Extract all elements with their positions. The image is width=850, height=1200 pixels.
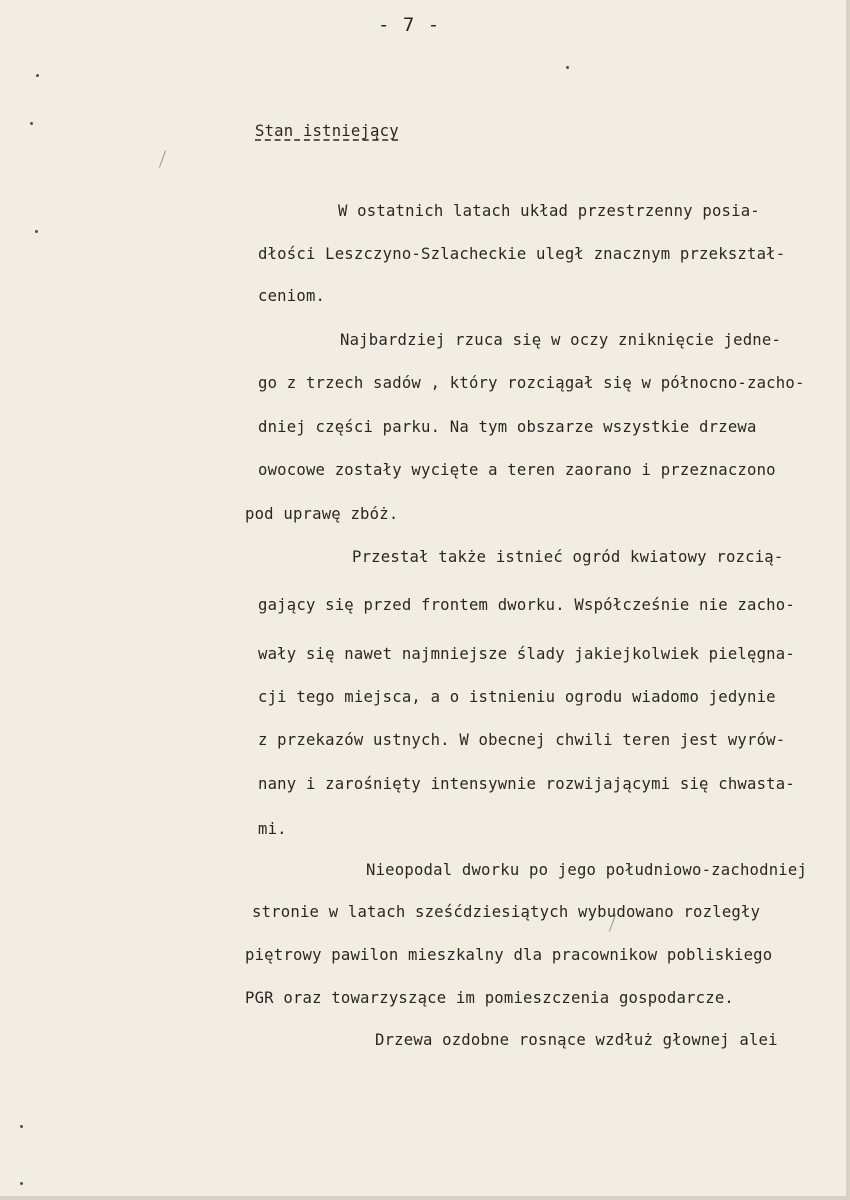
text-line: nany i zarośnięty intensywnie rozwijającymi się chwasta- (258, 775, 795, 793)
ink-speck (35, 230, 38, 233)
text-line: gający się przed frontem dworku. Współcześnie nie zacho- (258, 596, 795, 614)
text-line: piętrowy pawilon mieszkalny dla pracownikow pobliskiego (245, 946, 773, 964)
text-line: mi. (258, 820, 287, 838)
text-line: cji tego miejsca, a o istnieniu ogrodu wiadomo jedynie (258, 688, 776, 706)
text-line: pod uprawę zbóż. (245, 505, 399, 523)
text-line: Przestał także istnieć ogród kwiatowy rozcią- (352, 548, 784, 566)
paper-mark (159, 150, 166, 167)
text-line: owocowe zostały wycięte a teren zaorano i przeznaczono (258, 461, 776, 479)
text-line: dłości Leszczyno-Szlacheckie uległ znacznym przekształ- (258, 245, 786, 263)
text-line: stronie w latach sześćdziesiątych wybudowano rozległy (252, 903, 761, 921)
ink-speck (30, 122, 33, 125)
text-line: go z trzech sadów , który rozciągał się w północno-zacho- (258, 374, 805, 392)
page-number: - 7 - (378, 14, 441, 36)
text-line: W ostatnich latach układ przestrzenny posia- (338, 202, 760, 220)
text-line: dniej części parku. Na tym obszarze wszystkie drzewa (258, 418, 757, 436)
text-line: Drzewa ozdobne rosnące wzdłuż głownej alei (375, 1031, 778, 1049)
ink-speck (566, 66, 569, 69)
text-line: PGR oraz towarzyszące im pomieszczenia gospodarcze. (245, 989, 734, 1007)
ink-speck (20, 1125, 23, 1128)
ink-speck (20, 1182, 23, 1185)
text-line: Najbardziej rzuca się w oczy zniknięcie jedne- (340, 331, 782, 349)
text-line: z przekazów ustnych. W obecnej chwili teren jest wyrów- (258, 731, 786, 749)
text-line: Nieopodal dworku po jego południowo-zachodniej (366, 861, 808, 879)
ink-speck (36, 74, 39, 77)
text-line: ceniom. (258, 287, 326, 305)
section-heading: Stan istniejący (255, 122, 399, 140)
text-line: wały się nawet najmniejsze ślady jakiejkolwiek pielęgna- (258, 645, 795, 663)
